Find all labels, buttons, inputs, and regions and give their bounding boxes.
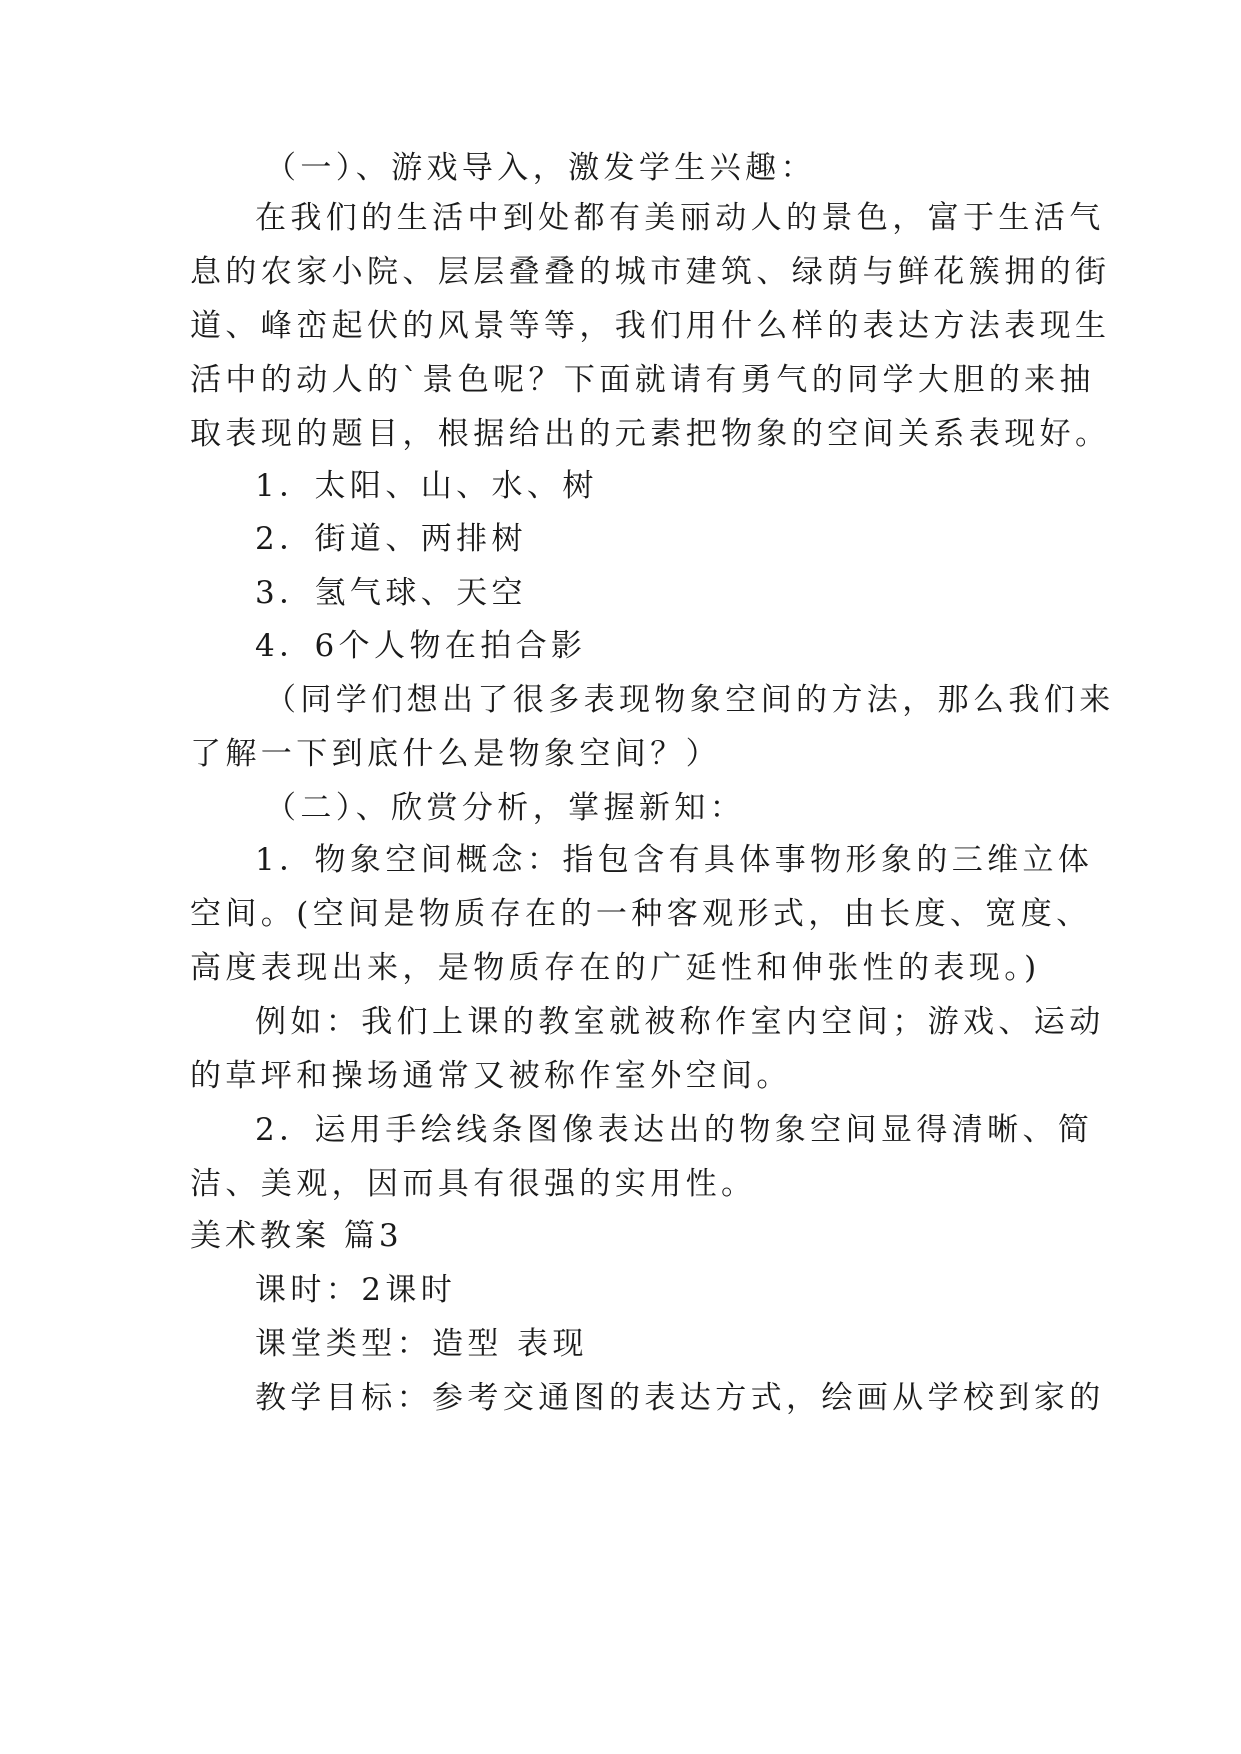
paragraph-line: （同学们想出了很多表现物象空间的方法，那么我们来 [265, 682, 1115, 718]
paragraph-line: 1．物象空间概念：指包含有具体事物形象的三维立体 [255, 842, 1094, 878]
paragraph-line: 的草坪和操场通常又被称作室外空间。 [190, 1058, 792, 1094]
section-heading-appreciation: （二）、欣赏分析，掌握新知： [265, 790, 746, 826]
paragraph-line: 教学目标：参考交通图的表达方式，绘画从学校到家的 [255, 1380, 1105, 1416]
paragraph-line: 课堂类型：造型 表现 [255, 1326, 588, 1362]
section-heading-game-intro: （一）、游戏导入，激发学生兴趣： [265, 150, 816, 186]
paragraph-line: 课时：2课时 [255, 1272, 457, 1308]
paragraph-line: 取表现的题目，根据给出的元素把物象的空间关系表现好。 [190, 416, 1111, 452]
list-item: 3．氢气球、天空 [255, 575, 527, 611]
paragraph-line: 在我们的生活中到处都有美丽动人的景色，富于生活气 [255, 200, 1105, 236]
paragraph-line: 例如：我们上课的教室就被称作室内空间；游戏、运动 [255, 1004, 1105, 1040]
paragraph-line: 了解一下到底什么是物象空间？） [190, 736, 721, 772]
paragraph-line: 2．运用手绘线条图像表达出的物象空间显得清晰、简 [255, 1112, 1094, 1148]
paragraph-line: 高度表现出来，是物质存在的广延性和伸张性的表现。) [190, 950, 1041, 986]
list-item: 2．街道、两排树 [255, 521, 527, 557]
article-title: 美术教案 篇3 [190, 1218, 403, 1254]
paragraph-line: 洁、美观，因而具有很强的实用性。 [190, 1166, 757, 1202]
paragraph-line: 活中的动人的`景色呢？下面就请有勇气的同学大胆的来抽 [190, 362, 1095, 398]
list-item: 4．6个人物在拍合影 [255, 628, 587, 664]
paragraph-line: 息的农家小院、层层叠叠的城市建筑、绿荫与鲜花簇拥的街 [190, 254, 1111, 290]
paragraph-line: 道、峰峦起伏的风景等等，我们用什么样的表达方法表现生 [190, 308, 1111, 344]
paragraph-line: 空间。(空间是物质存在的一种客观形式，由长度、宽度、 [190, 896, 1092, 932]
list-item: 1．太阳、山、水、树 [255, 468, 598, 504]
